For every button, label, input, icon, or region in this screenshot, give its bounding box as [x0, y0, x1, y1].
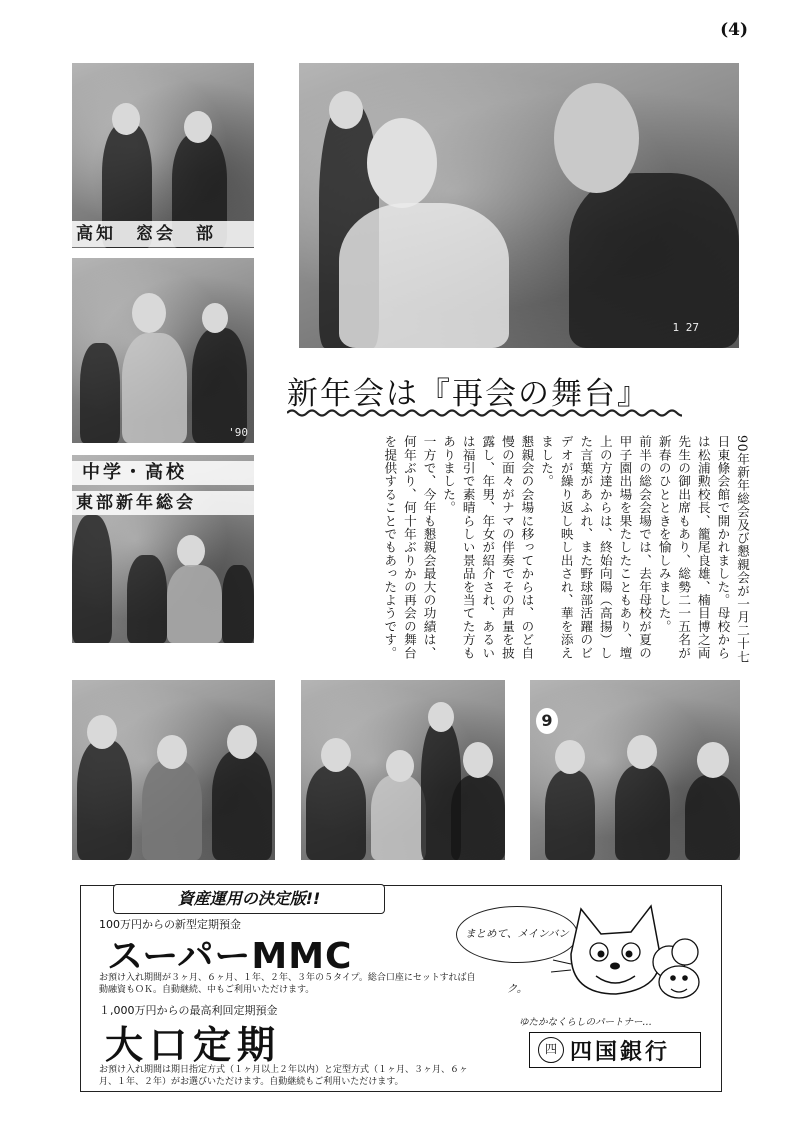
- table-number-sign: 9: [536, 708, 558, 734]
- speech-bubble: まとめて、メインバンク。: [456, 906, 578, 963]
- product1-name: スーパーMMC: [107, 936, 353, 977]
- photo-date-stamp: 1 27: [672, 321, 699, 334]
- photo-banner-text: 高知 窓会 部: [72, 221, 254, 247]
- photo-party-table-3: [530, 680, 740, 860]
- photo-handshake: [299, 63, 739, 348]
- photo-kimono-women: [72, 455, 254, 643]
- photo-year-stamp: '90: [228, 426, 248, 439]
- article-paragraph: 一方で、今年も懇親会最大の功績は、何年ぶり、何十年ぶりかの再会の舞台を提供することでもあったようです。: [382, 435, 437, 660]
- mascot-cat-mouse-illustration: [551, 894, 706, 1009]
- photo-banner-line1: 中学・高校: [72, 461, 254, 485]
- article-paragraph: 90年新年総会及び懇親会が一月二十七日東條会館で開かれました。母校からは松浦勲校長、籠尾良雄、楠目博之両先生の御出席もあり、総勢二一五名が新春のひとときを愉しみました。: [656, 435, 750, 664]
- article-paragraph: 懇親会の会場に移ってからは、のど自慢の面々がナマの伴奏でその声量を披露し、年男、年女が紹介され、あるいは福引で素晴らしい景品を当てた方もありました。: [441, 435, 535, 660]
- product2-note: お預け入れ期間は期日指定方式（１ヶ月以上２年以内）と定型方式（１ヶ月、３ヶ月、６ヶ月、１年、２年）がお選びいただけます。自動継続もご利用いただけます。: [99, 1065, 469, 1087]
- headline-underline: [287, 408, 682, 418]
- ad-tagline: ゆたかなくらしのパートナー…: [519, 1017, 653, 1028]
- product1-intro: 100万円からの新型定期預金: [99, 918, 241, 931]
- bank-mark-icon: 四: [538, 1037, 564, 1063]
- photo-party-table-1: [72, 680, 275, 860]
- bank-name: 四国銀行: [570, 1038, 671, 1065]
- article-body: [262, 435, 752, 670]
- article-paragraph: 前半の総会会場では、去年母校が夏の甲子園出場を果たしたこともあり、壇上の方達からは、終始向陽（高揚）した言葉があふれ、また野球部活躍のビデオが繰り返し映し出され、華を添えました。: [539, 435, 653, 660]
- product2-intro: １,000万円からの最高利回定期預金: [99, 1004, 278, 1017]
- bank-logo: [529, 1032, 701, 1068]
- photo-men-singing: [72, 63, 254, 248]
- bank-advertisement: [80, 885, 722, 1092]
- ad-headline-tag: 資産運用の決定版!!: [113, 884, 385, 914]
- photo-karaoke-band: [72, 258, 254, 443]
- photo-party-table-2: [301, 680, 505, 860]
- page-number: (4): [720, 20, 748, 40]
- page-title: 新年会は『再会の舞台』: [287, 376, 650, 412]
- product2-name: 大口定期: [105, 1022, 282, 1067]
- product1-note: お預け入れ期間が３ヶ月、６ヶ月、１年、２年、３年の５タイプ。総合口座にセットすれば自動融資もＯＫ。自動継続、中もご利用いただけます。: [99, 973, 476, 995]
- photo-banner-line2: 東部新年総会: [72, 491, 254, 515]
